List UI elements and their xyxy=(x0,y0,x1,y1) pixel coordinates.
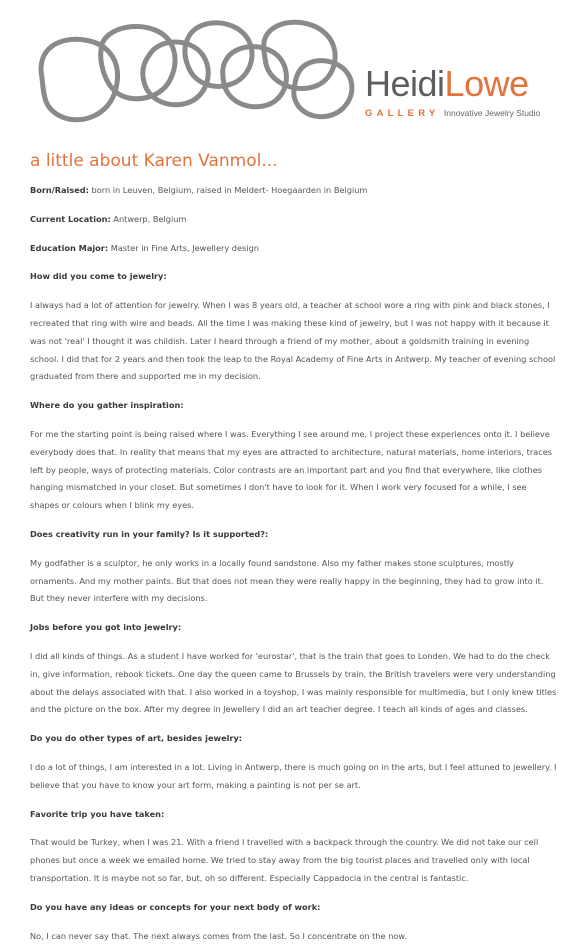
fact-value: Master in Fine Arts, Jewellery design xyxy=(108,243,259,253)
page-title: a little about Karen Vanmol... xyxy=(30,150,558,172)
question-heading: How did you come to jewelry: xyxy=(30,268,558,286)
question-heading: Favorite trip you have taken: xyxy=(30,806,558,824)
fact-label: Education Major: xyxy=(30,243,108,253)
brand-gallery-label: GALLERY xyxy=(365,108,439,119)
fact-born xyxy=(30,182,558,200)
question-heading: Do you have any ideas or concepts for your next body of work: xyxy=(30,899,558,917)
fact-location xyxy=(30,211,558,229)
article xyxy=(30,150,558,945)
question-heading: Where do you gather inspiration: xyxy=(30,397,558,415)
question-heading: Jobs before you got into jewelry: xyxy=(30,619,558,637)
fact-education xyxy=(30,240,558,258)
answer-paragraph: For me the starting point is being raised where I was. Everything I see around me, I project these experiences onto it. I believe everybody does that. In reality that means that my eyes are attracted to architecture, natural materials, home interiors, traces left by people, ways of protecting materials. Color contrasts are an important part and you find that everywhere, like clothes hanging mismatched in your closet. But sometimes I don't have to look for it. When I work very focused for a while, I see shapes or colours when I blink my eyes. xyxy=(30,426,558,515)
rings-logo-icon[interactable] xyxy=(30,8,360,143)
question-heading: Does creativity run in your family? Is it supported?: xyxy=(30,526,558,544)
answer-paragraph: My godfather is a sculptor, he only works in a locally found sandstone. Also my father makes stone sculptures, mostly ornaments. And my mother paints. But that does not mean they were really happy in the beginning, they had to grow into it. But they never interfere with my decisions. xyxy=(30,555,558,608)
fact-label: Born/Raised: xyxy=(30,185,89,195)
brand-last-name: Lowe xyxy=(445,63,529,104)
brand-first-name: Heidi xyxy=(365,63,445,104)
question-heading: Do you do other types of art, besides jewelry: xyxy=(30,730,558,748)
fact-value: born in Leuven, Belgium, raised in Meldert- Hoegaarden in Belgium xyxy=(89,185,367,195)
answer-paragraph: I did all kinds of things. As a student I have worked for 'eurostar', that is the train that goes to Londen. We had to do the check in, give information, rebook tickets. One day the queen came to Brussels by train, the British travelers were very understanding about the delays associated with that. I also worked in a toyshop, I was mainly responsible for multimedia, but I only knew titles and the picture on the box. After my degree in Jewellery I did an art teacher degree. I teach all kinds of ages and classes. xyxy=(30,648,558,719)
site-header xyxy=(0,0,583,145)
fact-label: Current Location: xyxy=(30,214,111,224)
brand-tagline: Innovative Jewelry Studio xyxy=(444,108,540,118)
brand-name xyxy=(365,66,540,102)
answer-paragraph: I always had a lot of attention for jewelry. When I was 8 years old, a teacher at school wore a ring with pink and black stones, I recreated that ring with wire and beads. All the time I was making these kind of jewelry, but I was not happy with it because it was not 'real' I thought it was childish. Later I heard through a friend of my mother, about a goldsmith training in evening school. I did that for 2 years and then took the leap to the Royal Academy of Fine Arts in Antwerp. My teacher of evening school graduated from there and supported me in my decision. xyxy=(30,297,558,386)
answer-paragraph: That would be Turkey, when I was 21. With a friend I travelled with a backpack through the country. We did not take our cell phones but once a week we emailed home. We tried to stay away from the big tourist places and travelled only with local transportation. It is maybe not so far, but, oh so different. Especially Cappadocia in the central is fantastic. xyxy=(30,834,558,887)
brand-subline xyxy=(365,103,540,121)
brand-wordmark[interactable] xyxy=(365,66,540,121)
fact-value: Antwerp, Belgium xyxy=(111,214,187,224)
answer-paragraph: I do a lot of things, I am interested in a lot. Living in Antwerp, there is much going on in the arts, but I feel attuned to jewellery. I believe that you have to know your art form, making a painting is not per se art. xyxy=(30,759,558,795)
answer-paragraph: No, I can never say that. The next always comes from the last. So I concentrate on the now. xyxy=(30,928,558,945)
